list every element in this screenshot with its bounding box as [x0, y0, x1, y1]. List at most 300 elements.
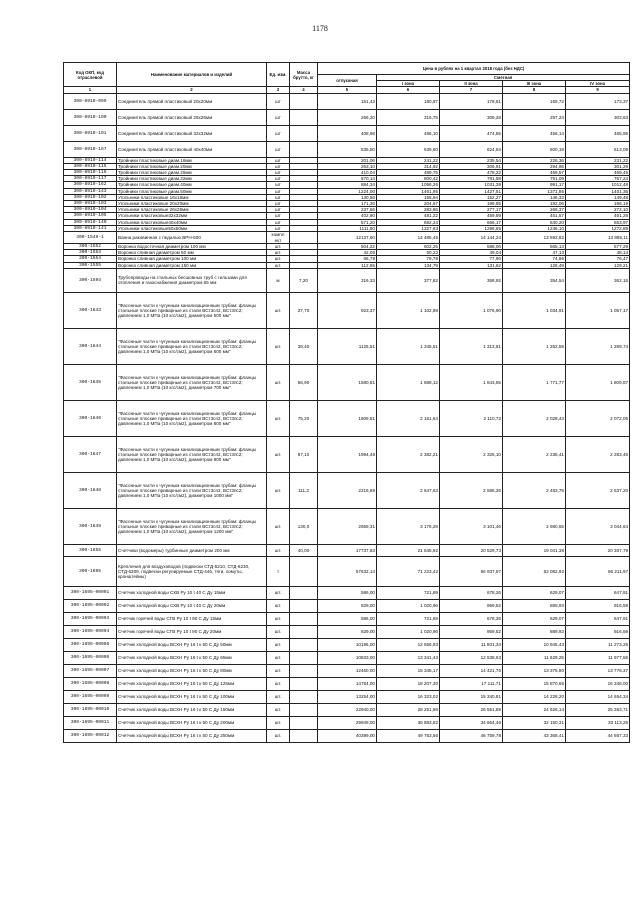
cell-name: Счетчик холодной воды ВСХН Ру 16 t к 50 С Ду 250мм — [117, 729, 267, 742]
cell-price-zone3: 266,37 — [503, 207, 566, 213]
cell-price-zone4: 301,29 — [566, 163, 630, 169]
cell-mass — [290, 612, 318, 625]
cell-code: 300-8910-104 — [64, 207, 117, 213]
cell-price-release: 12127,60 — [318, 232, 377, 244]
cell-name: "Фасонные части к чугунным канализационным трубам: фланцы стальные плоские приварные из стали ВСт3сп2, ВСт3пс2; давлением 1,0 МПа (10 кгс/см2), диаметром 600 мм" — [117, 328, 267, 364]
cell-name: Угольники пластиковые 20х20мм — [117, 201, 267, 207]
cell-name: Угольники пластиковые32х32мм — [117, 213, 267, 219]
col-estimate-header: Сметная — [377, 75, 630, 81]
cell-price-zone2: 3 101,46 — [440, 508, 503, 544]
cell-price-zone3: 19 041,38 — [503, 544, 566, 556]
cell-price-zone4: 1401,36 — [566, 188, 630, 194]
cell-price-zone1: 682,24 — [377, 219, 440, 225]
cell-unit: шт. — [267, 436, 290, 472]
cell-code: 300-8910-167 — [64, 141, 117, 157]
cell-name: Тройники пластиковые диам.40мм — [117, 182, 267, 188]
cell-price-release: 571,20 — [318, 219, 377, 225]
cell-name: Тройники пластиковые диам.20мм — [117, 163, 267, 169]
cell-price-zone2: 1 076,90 — [440, 292, 503, 328]
table-row — [64, 93, 630, 109]
cell-mass — [290, 690, 318, 703]
cell-code: 300-8910-105 — [64, 213, 117, 219]
cell-name: "Фасонные части к чугунным канализационным трубам: фланцы стальные плоские приварные из стали ВСт3сп2, ВСт3пс2; давлением 1,0 МПа (10 кгс/см2), диаметром 700 мм" — [117, 364, 267, 400]
cell-code: 300-1695-00002 — [64, 599, 117, 612]
col-unit-header: Ед. изм. — [267, 63, 290, 87]
cell-price-zone1: 12 556,93 — [377, 638, 440, 651]
cell-price-zone4: 767,24 — [566, 176, 630, 182]
cell-price-zone1: 155,94 — [377, 194, 440, 200]
cell-mass — [290, 141, 318, 157]
cell-price-zone4: 33 113,25 — [566, 716, 630, 729]
cell-price-zone4: 129,21 — [566, 262, 630, 268]
table-row — [64, 586, 630, 599]
cell-price-zone2: 469,89 — [440, 213, 503, 219]
cell-price-zone1: 2 161,64 — [377, 400, 440, 436]
cell-price-release: 2216,69 — [318, 472, 377, 508]
cell-unit: шт. — [267, 625, 290, 638]
cell-name: Тройники пластиковые диам.26мм — [117, 170, 267, 176]
col-number: 5 — [318, 87, 377, 93]
table-row — [64, 292, 630, 328]
cell-unit: шт. — [267, 703, 290, 716]
cell-mass — [290, 232, 318, 244]
cell-price-zone1: 1 345,51 — [377, 328, 440, 364]
cell-price-zone1: 15 345,17 — [377, 664, 440, 677]
cell-price-zone4: 465,95 — [566, 125, 630, 141]
cell-price-zone2: 368,92 — [440, 268, 503, 292]
cell-unit: шт. — [267, 586, 290, 599]
cell-price-zone1: 721,69 — [377, 612, 440, 625]
table-row — [64, 729, 630, 742]
cell-price-release: 586,00 — [318, 612, 377, 625]
table-row — [64, 599, 630, 612]
cell-unit: шт. — [267, 250, 290, 256]
cell-price-release: 10833,00 — [318, 651, 377, 664]
cell-code: 300-1649 — [64, 508, 117, 544]
cell-price-zone4: 272,10 — [566, 207, 630, 213]
cell-name: Тройники пластиковые диам.16мм — [117, 157, 267, 163]
cell-price-zone1: 377,82 — [377, 268, 440, 292]
cell-price-zone1: 18 207,30 — [377, 677, 440, 690]
cell-unit: шт — [267, 207, 290, 213]
table-row — [64, 125, 630, 141]
cell-mass: 130,0 — [290, 508, 318, 544]
cell-price-zone4: 16 346,00 — [566, 677, 630, 690]
cell-code: 300-1695-00007 — [64, 664, 117, 677]
cell-price-zone3: 2 235,41 — [503, 436, 566, 472]
cell-price-release: 408,98 — [318, 125, 377, 141]
cell-unit: т — [267, 556, 290, 586]
cell-unit: шт — [267, 141, 290, 157]
cell-name: Угольники пластиковые 16х16мм — [117, 194, 267, 200]
cell-code: 300-1645 — [64, 364, 117, 400]
cell-price-zone2: 152,27 — [440, 194, 503, 200]
table-row — [64, 638, 630, 651]
col-number: 8 — [503, 87, 566, 93]
table-row — [64, 141, 630, 157]
cell-price-zone1: 204,67 — [377, 201, 440, 207]
cell-unit: шт. — [267, 292, 290, 328]
cell-code: 300-8910-143 — [64, 188, 117, 194]
cell-code: 300-1695-00006 — [64, 651, 117, 664]
cell-unit: шт. — [267, 664, 290, 677]
cell-code: 300-1647 — [64, 436, 117, 472]
cell-unit: шт — [267, 93, 290, 109]
cell-price-zone4: 303,63 — [566, 109, 630, 125]
cell-name: Тройники пластиковые диам.32мм — [117, 176, 267, 182]
cell-code: 300-1695 — [64, 556, 117, 586]
cell-price-release: 1809,81 — [318, 400, 377, 436]
cell-price-release: 1580,81 — [318, 364, 377, 400]
cell-price-zone1: 134,79 — [377, 262, 440, 268]
cell-price-zone3: 600,19 — [503, 141, 566, 157]
cell-price-zone4: 2 283,46 — [566, 436, 630, 472]
cell-price-zone1: 50,22 — [377, 250, 440, 256]
cell-unit: шт. — [267, 716, 290, 729]
cell-price-zone1: 3 176,28 — [377, 508, 440, 544]
table-row — [64, 612, 630, 625]
cell-unit: шт. — [267, 244, 290, 250]
cell-mass — [290, 109, 318, 125]
table-row — [64, 232, 630, 244]
cell-code: 300-1555 — [64, 262, 117, 268]
cell-code: 300-1549-1 — [64, 232, 117, 244]
cell-price-release: 151,43 — [318, 93, 377, 109]
cell-unit: шт — [267, 170, 290, 176]
cell-price-zone2: 678,26 — [440, 586, 503, 599]
cell-price-zone1: 1 102,89 — [377, 292, 440, 328]
cell-price-zone3: 629,07 — [503, 612, 566, 625]
cell-code: 300-8910-100 — [64, 109, 117, 125]
cell-price-zone1: 1 020,96 — [377, 599, 440, 612]
cell-price-zone2: 17 111,71 — [440, 677, 503, 690]
table-row — [64, 716, 630, 729]
cell-name: Крепления для воздуховодов (подвески СТД-5210, СТД-6230, СТД-6209, подвески регулируемые СТД-446, тяги, хомуты, кронштейны) — [117, 556, 267, 586]
cell-price-release: 316,33 — [318, 268, 377, 292]
cell-price-zone2: 14 421,76 — [440, 664, 503, 677]
cell-price-zone1: 489,75 — [377, 170, 440, 176]
cell-name: Воронка сливная диаметром 150 мм — [117, 262, 267, 268]
cell-price-zone4: 2 072,05 — [566, 400, 630, 436]
cell-price-zone2: 14 144,24 — [440, 232, 503, 244]
cell-price-zone2: 34 664,46 — [440, 716, 503, 729]
cell-price-zone3: 889,93 — [503, 625, 566, 638]
cell-unit: шт. — [267, 400, 290, 436]
cell-price-zone3: 43 368,41 — [503, 729, 566, 742]
cell-price-release: 171,36 — [318, 201, 377, 207]
cell-unit: шт. — [267, 508, 290, 544]
cell-code: 300-1695-00011 — [64, 716, 117, 729]
cell-name: Счетчики (водомеры) турбинные диаметром 200 мм — [117, 544, 267, 556]
cell-price-zone3: 1 771,77 — [503, 364, 566, 400]
cell-mass: 56,90 — [290, 364, 318, 400]
cell-price-zone3: 13 375,80 — [503, 664, 566, 677]
cell-price-zone3: 297,24 — [503, 109, 566, 125]
cell-price-zone2: 781,58 — [440, 176, 503, 182]
cell-name: "Фасонные части к чугунным канализационным трубам: фланцы стальные плоские приварные из стали ВСт3сп2, ВСт3пс2; давлением 1,0 МПа (10 кгс/см2), диаметром 500 мм" — [117, 292, 267, 328]
cell-unit: шт — [267, 125, 290, 141]
table-row — [64, 508, 630, 544]
cell-price-zone3: 10 945,43 — [503, 638, 566, 651]
cell-code: 300-1644 — [64, 328, 117, 364]
cell-price-zone2: 49,04 — [440, 250, 503, 256]
cell-price-release: 17737,83 — [318, 544, 377, 556]
cell-mass: 87,10 — [290, 436, 318, 472]
table-row — [64, 328, 630, 364]
cell-name: Тройники пластиковые диам.50мм — [117, 188, 267, 194]
table-row — [64, 544, 630, 556]
cell-price-zone3: 2 483,79 — [503, 472, 566, 508]
cell-price-zone2: 1427,51 — [440, 188, 503, 194]
cell-price-release: 1111,80 — [318, 225, 377, 231]
cell-price-zone2: 15 340,81 — [440, 690, 503, 703]
cell-price-release: 1224,00 — [318, 188, 377, 194]
cell-price-zone3: 456,14 — [503, 125, 566, 141]
col-number: 9 — [566, 87, 630, 93]
cell-price-release: 884,34 — [318, 182, 377, 188]
cell-name: Ванна раковинная с педалью ВРН-600 — [117, 232, 267, 244]
cell-mass — [290, 638, 318, 651]
cell-price-zone3: 15 870,65 — [503, 677, 566, 690]
cell-code: 300-1643 — [64, 292, 117, 328]
cell-price-zone1: 1056,26 — [377, 182, 440, 188]
cell-mass — [290, 716, 318, 729]
cell-price-zone3: 751,09 — [503, 176, 566, 182]
cell-price-zone4: 461,28 — [566, 213, 630, 219]
cell-price-zone4: 13 776,37 — [566, 664, 630, 677]
cell-price-release: 266,20 — [318, 109, 377, 125]
table-row — [64, 556, 630, 586]
cell-price-release: 1126,51 — [318, 328, 377, 364]
page-number: 1178 — [312, 24, 328, 33]
cell-price-zone2: 46 759,78 — [440, 729, 503, 742]
cell-unit: шт — [267, 219, 290, 225]
cell-price-zone1: 1327,93 — [377, 225, 440, 231]
cell-price-zone2: 1 313,81 — [440, 328, 503, 364]
cell-price-zone4: 647,91 — [566, 586, 630, 599]
cell-code: 300-8910-117 — [64, 176, 117, 182]
cell-name: "Фасонные части к чугунным канализационным трубам: фланцы стальные плоские приварные из стали ВСт3сп2, ВСт3пс2; давлением 1,0 МПа (10 кгс/см2), диаметром 800 мм" — [117, 400, 267, 436]
cell-price-zone3: 226,36 — [503, 157, 566, 163]
cell-name: Соединитель прямой пластиковый 26х26мм — [117, 109, 267, 125]
cell-price-zone3: 14 228,20 — [503, 690, 566, 703]
cell-price-release: 1994,48 — [318, 436, 377, 472]
cell-price-zone2: 1296,65 — [440, 225, 503, 231]
col-number: 1 — [64, 87, 117, 93]
col-zone1-header: I зона — [377, 81, 440, 87]
cell-price-zone1: 721,69 — [377, 586, 440, 599]
cell-price-zone2: 66 937,97 — [440, 556, 503, 586]
cell-unit: компл ект — [267, 232, 290, 244]
cell-name: Счетчик холодной воды СХВ Ру 10 t 40 С Ду 20мм — [117, 599, 267, 612]
cell-price-zone3: 1 034,91 — [503, 292, 566, 328]
cell-mass — [290, 125, 318, 141]
col-zone4-header: IV зона — [566, 81, 630, 87]
cell-code: 300-1695-00012 — [64, 729, 117, 742]
cell-price-release: 586,00 — [318, 586, 377, 599]
cell-unit: шт — [267, 182, 290, 188]
cell-mass: 39,40 — [290, 328, 318, 364]
cell-price-zone1: 71 223,42 — [377, 556, 440, 586]
cell-name: "Фасонные части к чугунным канализационным трубам: фланцы стальные плоские приварные из стали ВСт3сп2, ВСт3пс2; давлением 1,0 МПа (10 кгс/см2), диаметром 900 мм" — [117, 436, 267, 472]
table-row — [64, 651, 630, 664]
cell-name: Счетчик холодной воды ВСХН Ру 16 t к 50 С Ду 100мм — [117, 690, 267, 703]
price-table — [63, 62, 630, 743]
cell-name: Счетчик холодной воды ВСХН Ру 16 t к 50 С Ду 200мм — [117, 716, 267, 729]
cell-price-zone4: 44 667,33 — [566, 729, 630, 742]
cell-price-zone3: 32 150,31 — [503, 716, 566, 729]
cell-code: 300-8910-102 — [64, 194, 117, 200]
cell-price-zone3: 991,17 — [503, 182, 566, 188]
cell-price-zone1: 14 485,45 — [377, 232, 440, 244]
cell-price-release: 57632,14 — [318, 556, 377, 586]
cell-mass — [290, 677, 318, 690]
cell-price-release: 670,14 — [318, 176, 377, 182]
cell-price-zone2: 588,06 — [440, 244, 503, 250]
cell-price-zone3: 74,86 — [503, 256, 566, 262]
cell-price-zone1: 602,25 — [377, 244, 440, 250]
cell-price-zone4: 196,19 — [566, 201, 630, 207]
col-zone2-header: II зона — [440, 81, 503, 87]
cell-price-zone2: 235,54 — [440, 157, 503, 163]
cell-name: Соединитель прямой пластиковый 40х40мм — [117, 141, 267, 157]
cell-price-release: 402,90 — [318, 213, 377, 219]
table-row — [64, 400, 630, 436]
cell-price-zone3: 169,72 — [503, 93, 566, 109]
price-title-header: Цена в рублях на 1 квартал 2018 года (без НДС) — [318, 63, 630, 75]
table-row — [64, 472, 630, 508]
cell-code: 300-8910-115 — [64, 163, 117, 169]
cell-price-release: 66,79 — [318, 256, 377, 262]
cell-price-zone4: 1012,48 — [566, 182, 630, 188]
cell-unit: шт. — [267, 256, 290, 262]
cell-price-zone1: 2 647,63 — [377, 472, 440, 508]
cell-mass — [290, 586, 318, 599]
cell-code: 300-1695-00004 — [64, 625, 117, 638]
cell-code: 300-1646 — [64, 400, 117, 436]
cell-unit: шт. — [267, 328, 290, 364]
cell-name: Угольники пластиковые 26х26мм — [117, 207, 267, 213]
cell-price-release: 14784,00 — [318, 677, 377, 690]
table-row — [64, 664, 630, 677]
cell-price-zone2: 959,52 — [440, 599, 503, 612]
cell-unit: шт. — [267, 544, 290, 556]
cell-price-zone2: 20 529,73 — [440, 544, 503, 556]
cell-price-zone2: 2 110,72 — [440, 400, 503, 436]
cell-mass: 7,20 — [290, 268, 318, 292]
cell-unit: шт — [267, 163, 290, 169]
cell-code: 300-1553 — [64, 250, 117, 256]
cell-unit: шт — [267, 157, 290, 163]
cell-price-zone3: 1246,10 — [503, 225, 566, 231]
cell-price-zone1: 283,86 — [377, 207, 440, 213]
cell-name: Счетчик холодной воды ВСХН Ру 16 t к 50 С Ду 125мм — [117, 677, 267, 690]
cell-price-zone4: 11 273,25 — [566, 638, 630, 651]
cell-price-zone1: 316,75 — [377, 109, 440, 125]
cell-name: Счетчик холодной воды ВСХН Ру 16 t к 50 С Ду 80мм — [117, 664, 267, 677]
cell-mass — [290, 625, 318, 638]
cell-unit: шт. — [267, 262, 290, 268]
cell-price-zone1: 21 645,92 — [377, 544, 440, 556]
cell-price-zone2: 277,17 — [440, 207, 503, 213]
cell-code: 300-1552 — [64, 244, 117, 250]
cell-price-release: 2659,31 — [318, 508, 377, 544]
cell-price-zone3: 889,93 — [503, 599, 566, 612]
cell-price-zone4: 48,14 — [566, 250, 630, 256]
cell-price-zone4: 13 885,11 — [566, 232, 630, 244]
cell-price-zone1: 16 323,02 — [377, 690, 440, 703]
cell-code: 300-8910-116 — [64, 170, 117, 176]
cell-name: Соединитель прямой пластиковый 32х32мм — [117, 125, 267, 141]
cell-unit: шт — [267, 194, 290, 200]
cell-price-zone1: 13 341,43 — [377, 651, 440, 664]
cell-name: Воронка водосточная диаметром 100 мм — [117, 244, 267, 250]
cell-price-zone2: 959,52 — [440, 625, 503, 638]
cell-unit: шт — [267, 188, 290, 194]
cell-unit: шт. — [267, 612, 290, 625]
col-number: 4 — [290, 87, 318, 93]
cell-code: 300-1695-00001 — [64, 586, 117, 599]
cell-price-zone4: 1272,89 — [566, 225, 630, 231]
cell-price-zone4: 469,45 — [566, 170, 630, 176]
table-row — [64, 625, 630, 638]
cell-price-zone1: 180,87 — [377, 93, 440, 109]
cell-price-zone4: 76,47 — [566, 256, 630, 262]
cell-code: 300-8910-162 — [64, 182, 117, 188]
table-header — [64, 63, 630, 94]
cell-price-release: 22940,00 — [318, 703, 377, 716]
cell-price-zone2: 1 843,65 — [440, 364, 503, 400]
cell-price-zone4: 25 363,71 — [566, 703, 630, 716]
cell-unit: шт. — [267, 472, 290, 508]
cell-code: 300-8910-103 — [64, 201, 117, 207]
cell-price-zone4: 231,22 — [566, 157, 630, 163]
cell-price-zone3: 451,57 — [503, 213, 566, 219]
cell-price-zone3: 294,95 — [503, 163, 566, 169]
cell-price-zone4: 173,37 — [566, 93, 630, 109]
cell-price-release: 923,37 — [318, 292, 377, 328]
table-row — [64, 677, 630, 690]
cell-price-zone3: 146,33 — [503, 194, 566, 200]
cell-mass: 75,20 — [290, 400, 318, 436]
cell-code: 300-1695-00005 — [64, 638, 117, 651]
cell-code: 300-1655 — [64, 544, 117, 556]
cell-price-zone4: 11 977,55 — [566, 651, 630, 664]
cell-price-zone3: 1371,86 — [503, 188, 566, 194]
cell-unit: м — [267, 268, 290, 292]
cell-code: 300-8910-140 — [64, 219, 117, 225]
cell-name: Счетчик холодной воды ВСХН Ру 16 t к 50 С Ду 150мм — [117, 703, 267, 716]
cell-price-zone3: 1 262,59 — [503, 328, 566, 364]
cell-name: Счетчик холодной воды ВСХН Ру 16 t к 50 С Ду 65мм — [117, 651, 267, 664]
cell-code: 300-1695-00009 — [64, 690, 117, 703]
cell-price-zone4: 1 289,74 — [566, 328, 630, 364]
cell-price-zone3: 47,13 — [503, 250, 566, 256]
cell-code: 300-8910-114 — [64, 157, 117, 163]
cell-price-release: 112,65 — [318, 262, 377, 268]
cell-price-zone2: 678,26 — [440, 612, 503, 625]
cell-price-zone2: 12 538,63 — [440, 651, 503, 664]
table-row — [64, 109, 630, 125]
table-body — [64, 93, 630, 742]
cell-price-zone1: 28 251,86 — [377, 703, 440, 716]
cell-price-zone2: 77,90 — [440, 256, 503, 262]
cell-price-zone2: 306,91 — [440, 163, 503, 169]
table-row — [64, 703, 630, 716]
cell-name: Угольники пластиковые50х50мм — [117, 225, 267, 231]
cell-price-zone4: 653,97 — [566, 219, 630, 225]
cell-price-zone3: 24 626,14 — [503, 703, 566, 716]
